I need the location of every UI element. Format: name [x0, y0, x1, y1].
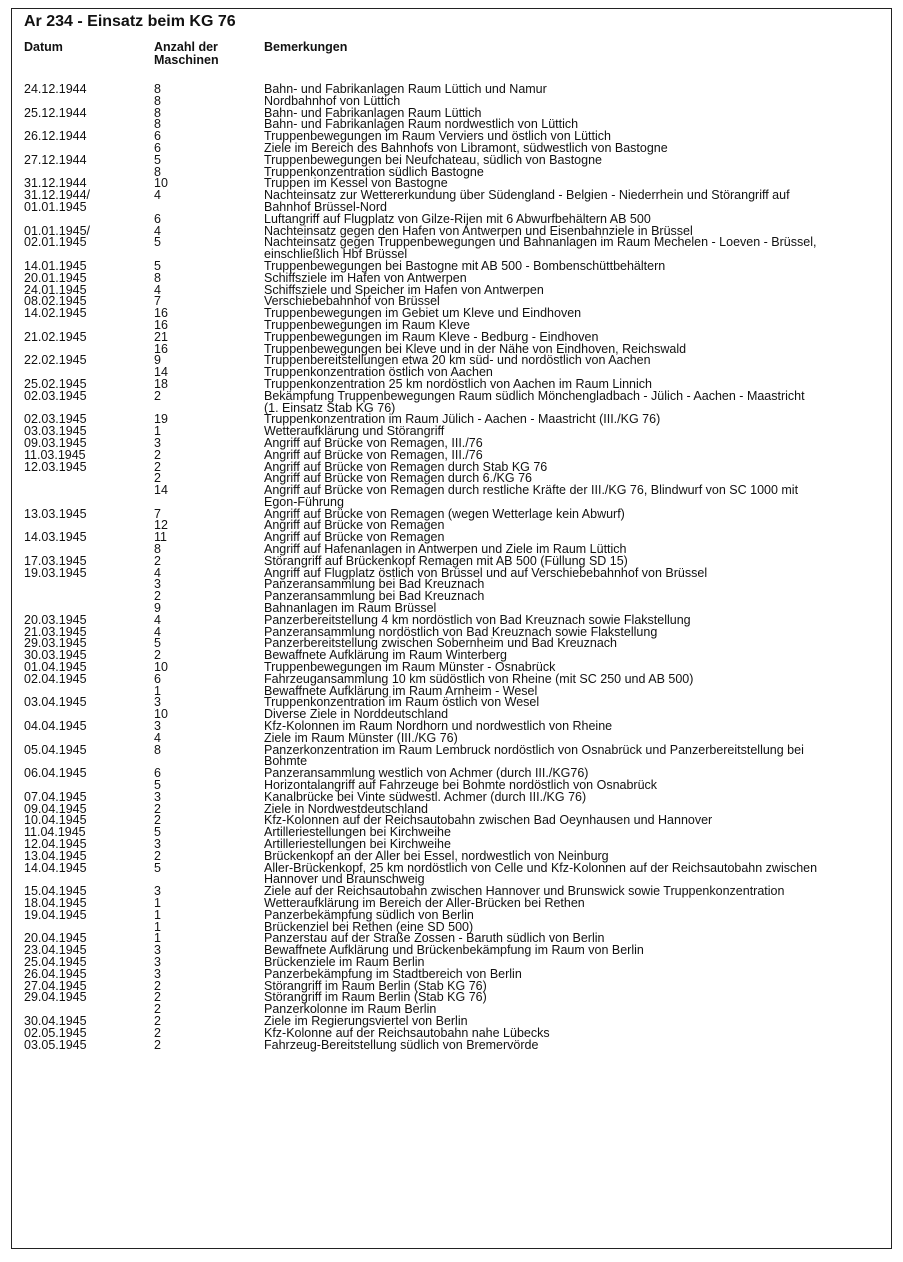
- date-cell: 27.12.1944: [24, 152, 87, 167]
- date-cell: 24.12.1944: [24, 82, 87, 96]
- date-cell: 31.12.1944/: [24, 188, 91, 203]
- document-page: [11, 8, 892, 1249]
- date-cell: 02.03.1945: [24, 412, 87, 427]
- count-cell: 10: [154, 660, 168, 675]
- date-cell: 31.12.1944: [24, 176, 87, 191]
- mission-table-body: [24, 84, 890, 1051]
- date-cell: 07.04.1945: [24, 789, 87, 804]
- remark-cell: Angriff auf Flugplatz östlich von Brüssel und auf Verschiebebahnhof von Brüssel: [264, 565, 708, 580]
- date-cell: 11.03.1945: [24, 447, 86, 462]
- count-cell: 7: [154, 506, 161, 521]
- remark-cell: Panzerstau auf der Straße Zossen - Baruth südlich von Berlin: [264, 931, 605, 946]
- date-cell: 03.05.1945: [24, 1037, 87, 1052]
- remark-cell: Angriff auf Brücke von Remagen: [264, 530, 445, 545]
- count-cell: 2: [154, 471, 161, 486]
- date-cell: 30.04.1945: [24, 1013, 87, 1028]
- count-cell: 5: [154, 636, 161, 651]
- remark-cell: Angriff auf Brücke von Remagen durch Stab KG 76: [264, 459, 548, 474]
- count-cell: 12: [154, 518, 168, 533]
- count-cell: [154, 403, 264, 415]
- date-cell: 22.02.1945: [24, 353, 87, 368]
- remark-cell: Truppenbewegungen im Raum Kleve: [264, 317, 470, 332]
- column-header-anzahl: Anzahl der Maschinen: [154, 40, 219, 67]
- count-cell: 10: [154, 176, 168, 191]
- date-cell: 01.01.1945/: [24, 223, 91, 238]
- date-cell: 04.04.1945: [24, 719, 87, 734]
- date-cell: [24, 473, 154, 485]
- count-cell: 4: [154, 188, 161, 203]
- count-cell: 8: [154, 93, 161, 108]
- count-cell: 16: [154, 306, 168, 321]
- date-cell: 29.04.1945: [24, 990, 87, 1005]
- table-row: [24, 237, 890, 249]
- count-cell: 3: [154, 954, 161, 969]
- remark-cell: Fahrzeug-Bereitstellung südlich von Bremervörde: [264, 1037, 539, 1052]
- count-cell: 2: [154, 447, 161, 462]
- count-cell: 8: [154, 164, 161, 179]
- count-cell: 2: [154, 589, 161, 604]
- remark-cell: (1. Einsatz Stab KG 76): [264, 400, 396, 415]
- table-row: [24, 485, 890, 497]
- remark-cell: einschließlich Hbf Brüssel: [264, 247, 408, 262]
- remark-cell: Schiffsziele im Hafen von Antwerpen: [264, 270, 467, 285]
- count-cell: 5: [154, 860, 161, 875]
- remark-cell: Bewaffnete Aufklärung und Brückenbekämpfung im Raum von Berlin: [264, 943, 644, 958]
- count-cell: 2: [154, 1013, 161, 1028]
- date-cell: 15.04.1945: [24, 884, 87, 899]
- remark-cell: Bahn- und Fabrikanlagen Raum nordwestlich von Lüttich: [264, 117, 579, 132]
- count-cell: 11: [154, 530, 167, 545]
- table-row: [24, 742, 890, 757]
- count-cell: 9: [154, 601, 161, 616]
- count-cell: 10: [154, 707, 168, 722]
- remark-cell: Panzerbereitstellung 4 km nordöstlich von Bad Kreuznach sowie Flakstellung: [264, 612, 691, 627]
- remark-cell: Brückenkopf an der Aller bei Essel, nordwestlich von Neinburg: [264, 848, 609, 863]
- date-cell: [24, 485, 154, 497]
- count-cell: 8: [154, 542, 161, 557]
- count-cell: 2: [154, 388, 161, 403]
- date-cell: 26.04.1945: [24, 966, 87, 981]
- table-row: [24, 388, 890, 403]
- remark-cell: Truppenbewegungen bei Kleve und in der Nähe von Eindhoven, Reichswald: [264, 341, 687, 356]
- table-row: [24, 860, 890, 875]
- date-cell: 12.03.1945: [24, 459, 87, 474]
- date-cell: 05.04.1945: [24, 742, 87, 757]
- count-cell: 2: [154, 1025, 161, 1040]
- remark-cell: Angriff auf Brücke von Remagen durch restliche Kräfte der III./KG 76, Blindwurf von SC 1000 mit: [264, 483, 799, 498]
- count-cell: 8: [154, 270, 161, 285]
- count-cell: 5: [154, 778, 161, 793]
- count-cell: 1: [154, 931, 161, 946]
- date-cell: 20.01.1945: [24, 270, 87, 285]
- date-cell: 24.01.1945: [24, 282, 87, 297]
- count-cell: 1: [154, 424, 161, 439]
- count-cell: 19: [154, 412, 168, 427]
- count-cell: 4: [154, 730, 161, 745]
- remark-cell: Kanalbrücke bei Vinte südwestl. Achmer (durch III./KG 76): [264, 789, 587, 804]
- date-cell: [24, 579, 154, 591]
- date-cell: 03.03.1945: [24, 424, 87, 439]
- remark-cell: Truppenkonzentration südlich Bastogne: [264, 164, 484, 179]
- count-cell: 4: [154, 282, 161, 297]
- date-cell: 21.02.1945: [24, 329, 87, 344]
- remark-cell: Panzerkonzentration im Raum Lembruck nordöstlich von Osnabrück und Panzerbereitstellung bei: [264, 742, 804, 757]
- remark-cell: Ziele im Regierungsviertel von Berlin: [264, 1013, 468, 1028]
- remark-cell: Truppenbereitstellungen etwa 20 km süd- und nordöstlich von Aachen: [264, 353, 651, 368]
- date-cell: 09.03.1945: [24, 435, 87, 450]
- count-cell: 4: [154, 223, 161, 238]
- remark-cell: Bohmte: [264, 754, 308, 769]
- column-header-bemerkungen: Bemerkungen: [264, 40, 348, 54]
- remark-cell: Nachteinsatz zur Wettererkundung über Südengland - Belgien - Niederrhein und Störangriff auf: [264, 188, 790, 203]
- date-cell: 08.02.1945: [24, 294, 87, 309]
- count-cell: 6: [154, 671, 161, 686]
- date-cell: 21.03.1945: [24, 624, 87, 639]
- remark-cell: Panzerbekämpfung südlich von Berlin: [264, 907, 474, 922]
- count-cell: 1: [154, 919, 161, 934]
- remark-cell: Ziele auf der Reichsautobahn zwischen Hannover und Brunswick sowie Truppenkonzentration: [264, 884, 785, 899]
- count-cell: 3: [154, 789, 161, 804]
- remark-cell: Bahn- und Fabrikanlagen Raum Lüttich: [264, 105, 482, 120]
- date-cell: [24, 591, 154, 603]
- date-cell: 25.12.1944: [24, 105, 87, 120]
- remark-cell: Truppenbewegungen im Raum Münster - Osnabrück: [264, 660, 556, 675]
- count-cell: 1: [154, 895, 161, 910]
- count-cell: 2: [154, 1037, 161, 1052]
- remark-cell: Ziele in Nordwestdeutschland: [264, 801, 428, 816]
- count-cell: 2: [154, 459, 161, 474]
- count-cell: 2: [154, 801, 161, 816]
- date-cell: 14.03.1945: [24, 530, 87, 545]
- count-cell: 6: [154, 140, 161, 155]
- count-cell: 16: [154, 317, 168, 332]
- remark-cell: Truppenkonzentration im Raum Jülich - Aachen - Maastricht (III./KG 76): [264, 412, 661, 427]
- count-cell: 1: [154, 907, 161, 922]
- remark-cell: Wetteraufklärung im Bereich der Aller-Brücken bei Rethen: [264, 895, 585, 910]
- column-header-datum: Datum: [24, 40, 63, 54]
- remark-cell: Panzerbekämpfung im Stadtbereich von Berlin: [264, 966, 522, 981]
- count-cell: 16: [154, 341, 168, 356]
- remark-cell: Bekämpfung Truppenbewegungen Raum südlich Mönchengladbach - Jülich - Aachen - Maastricht: [264, 388, 805, 403]
- date-cell: 02.03.1945: [24, 388, 87, 403]
- remark-cell: Nachteinsatz gegen Truppenbewegungen und Bahnanlagen im Raum Mechelen - Loeven - Brüssel,: [264, 235, 817, 250]
- remark-cell: Panzeransammlung bei Bad Kreuznach: [264, 577, 485, 592]
- remark-cell: Truppen im Kessel von Bastogne: [264, 176, 448, 191]
- table-row: [24, 1037, 890, 1052]
- remark-cell: Panzerbereitstellung zwischen Sobernheim und Bad Kreuznach: [264, 636, 617, 651]
- remark-cell: Nachteinsatz gegen den Hafen von Antwerpen und Eisenbahnziele in Brüssel: [264, 223, 693, 238]
- date-cell: 20.04.1945: [24, 931, 87, 946]
- count-cell: 3: [154, 435, 161, 450]
- remark-cell: Ziele im Bereich des Bahnhofs von Libramont, südwestlich von Bastogne: [264, 140, 668, 155]
- date-cell: 26.12.1944: [24, 129, 87, 144]
- remark-cell: Verschiebebahnhof von Brüssel: [264, 294, 440, 309]
- remark-cell: Bahnanlagen im Raum Brüssel: [264, 601, 437, 616]
- date-cell: 01.04.1945: [24, 660, 87, 675]
- remark-cell: Störangriff im Raum Berlin (Stab KG 76): [264, 990, 487, 1005]
- remark-cell: Fahrzeugansammlung 10 km südöstlich von Rheine (mit SC 250 und AB 500): [264, 671, 694, 686]
- remark-cell: Truppenbewegungen bei Bastogne mit AB 500 - Bombenschüttbehältern: [264, 258, 666, 273]
- date-cell: 19.03.1945: [24, 565, 87, 580]
- date-cell: 30.03.1945: [24, 648, 87, 663]
- count-cell: 6: [154, 211, 161, 226]
- remark-cell: Angriff auf Brücke von Remagen durch 6./KG 76: [264, 471, 532, 486]
- count-cell: 4: [154, 612, 161, 627]
- count-cell: 18: [154, 376, 168, 391]
- remark-cell: Kfz-Kolonnen auf der Reichsautobahn zwischen Bad Oeynhausen und Hannover: [264, 813, 713, 828]
- remark-cell: Angriff auf Brücke von Remagen (wegen Wetterlage kein Abwurf): [264, 506, 625, 521]
- remark-cell: Brückenziele im Raum Berlin: [264, 954, 425, 969]
- date-cell: 25.04.1945: [24, 954, 87, 969]
- remark-cell: Hannover und Braunschweig: [264, 872, 425, 887]
- remark-cell: Angriff auf Brücke von Remagen, III./76: [264, 447, 483, 462]
- count-cell: 3: [154, 695, 161, 710]
- count-cell: 2: [154, 813, 161, 828]
- count-cell: 5: [154, 152, 161, 167]
- count-cell: 3: [154, 577, 161, 592]
- date-cell: 13.04.1945: [24, 848, 87, 863]
- remark-cell: Angriff auf Hafenanlagen in Antwerpen und Ziele im Raum Lüttich: [264, 542, 627, 557]
- remark-cell: Egon-Führung: [264, 494, 344, 509]
- remark-cell: Truppenbewegungen im Raum Kleve - Bedburg - Eindhoven: [264, 329, 599, 344]
- date-cell: 13.03.1945: [24, 506, 87, 521]
- date-cell: 20.03.1945: [24, 612, 87, 627]
- count-cell: [154, 497, 264, 509]
- date-cell: 02.01.1945: [24, 235, 87, 250]
- remark-cell: Störangriff auf Brückenkopf Remagen mit AB 500 (Füllung SD 15): [264, 553, 628, 568]
- date-cell: 14.04.1945: [24, 860, 87, 875]
- count-cell: 8: [154, 105, 161, 120]
- date-cell: 17.03.1945: [24, 553, 87, 568]
- count-cell: 1: [154, 683, 161, 698]
- remark-cell: Brückenziel bei Rethen (eine SD 500): [264, 919, 474, 934]
- count-cell: 7: [154, 294, 161, 309]
- count-cell: [154, 756, 264, 768]
- remark-cell: Artilleriestellungen bei Kirchweihe: [264, 825, 451, 840]
- remark-cell: Angriff auf Brücke von Remagen: [264, 518, 445, 533]
- remark-cell: Panzerkolonne im Raum Berlin: [264, 1002, 437, 1017]
- count-cell: 2: [154, 553, 161, 568]
- count-cell: 2: [154, 978, 161, 993]
- count-cell: 3: [154, 719, 161, 734]
- remark-cell: Kfz-Kolonne auf der Reichsautobahn nahe Lübecks: [264, 1025, 550, 1040]
- date-cell: 18.04.1945: [24, 895, 87, 910]
- date-cell: 11.04.1945: [24, 825, 86, 840]
- date-cell: 02.05.1945: [24, 1025, 87, 1040]
- count-cell: 21: [154, 329, 168, 344]
- remark-cell: Truppenbewegungen im Raum Verviers und östlich von Lüttich: [264, 129, 611, 144]
- date-cell: 14.02.1945: [24, 306, 87, 321]
- date-cell: 09.04.1945: [24, 801, 87, 816]
- remark-cell: Panzeransammlung nordöstlich von Bad Kreuznach sowie Flakstellung: [264, 624, 658, 639]
- remark-cell: Artilleriestellungen bei Kirchweihe: [264, 837, 451, 851]
- remark-cell: Panzeransammlung bei Bad Kreuznach: [264, 589, 485, 604]
- count-cell: [154, 202, 264, 214]
- count-cell: 5: [154, 258, 161, 273]
- count-cell: 2: [154, 990, 161, 1005]
- count-cell: 8: [154, 117, 161, 132]
- remark-cell: Bewaffnete Aufklärung im Raum Winterberg: [264, 648, 507, 663]
- count-cell: 3: [154, 966, 161, 981]
- remark-cell: Kfz-Kolonnen im Raum Nordhorn und nordwestlich von Rheine: [264, 719, 613, 734]
- count-cell: [154, 249, 264, 261]
- count-cell: 9: [154, 353, 161, 368]
- remark-cell: Aller-Brückenkopf, 25 km nordöstlich von Celle und Kfz-Kolonnen auf der Reichsautobahn zwischen: [264, 860, 818, 875]
- date-cell: 14.01.1945: [24, 258, 87, 273]
- remark-cell: Schiffsziele und Speicher im Hafen von Antwerpen: [264, 282, 544, 297]
- date-cell: 23.04.1945: [24, 943, 87, 958]
- count-cell: 3: [154, 884, 161, 899]
- remark-cell: Luftangriff auf Flugplatz von Gilze-Rijen mit 6 Abwurfbehältern AB 500: [264, 211, 651, 226]
- count-cell: 6: [154, 129, 161, 144]
- remark-cell: Bewaffnete Aufklärung im Raum Arnheim - Wesel: [264, 683, 538, 698]
- count-cell: 14: [154, 365, 168, 380]
- table-row: [24, 190, 890, 202]
- remark-cell: Truppenbewegungen im Gebiet um Kleve und Eindhoven: [264, 306, 582, 321]
- remark-cell: Bahnhof Brüssel-Nord: [264, 199, 387, 214]
- count-cell: 4: [154, 624, 161, 639]
- date-cell: 01.01.1945: [24, 199, 87, 214]
- remark-cell: Horizontalangriff auf Fahrzeuge bei Bohmte nordöstlich von Osnabrück: [264, 778, 658, 793]
- count-cell: 8: [154, 82, 161, 96]
- date-cell: 03.04.1945: [24, 695, 87, 710]
- remark-cell: Bahn- und Fabrikanlagen Raum Lüttich und Namur: [264, 82, 547, 96]
- remark-cell: Truppenkonzentration 25 km nordöstlich von Aachen im Raum Linnich: [264, 376, 652, 391]
- date-cell: 10.04.1945: [24, 813, 87, 828]
- remark-cell: Nordbahnhof von Lüttich: [264, 93, 401, 108]
- date-cell: 02.04.1945: [24, 671, 87, 686]
- date-cell: 12.04.1945: [24, 837, 87, 851]
- count-cell: [154, 874, 264, 886]
- date-cell: 25.02.1945: [24, 376, 87, 391]
- remark-cell: Panzeransammlung westlich von Achmer (durch III./KG76): [264, 766, 589, 781]
- count-cell: 5: [154, 235, 161, 250]
- count-cell: 3: [154, 837, 161, 851]
- remark-cell: Truppenkonzentration östlich von Aachen: [264, 365, 493, 380]
- count-cell: 4: [154, 565, 161, 580]
- count-cell: 8: [154, 742, 161, 757]
- count-cell: 6: [154, 766, 161, 781]
- remark-cell: Truppenbewegungen bei Neufchateau, südlich von Bastogne: [264, 152, 602, 167]
- remark-cell: Angriff auf Brücke von Remagen, III./76: [264, 435, 483, 450]
- remark-cell: Truppenkonzentration im Raum östlich von Wesel: [264, 695, 540, 710]
- page-title: Ar 234 - Einsatz beim KG 76: [24, 13, 236, 30]
- count-cell: 3: [154, 943, 161, 958]
- date-cell: 29.03.1945: [24, 636, 87, 651]
- count-cell: 2: [154, 848, 161, 863]
- count-cell: 5: [154, 825, 161, 840]
- count-cell: 14: [154, 483, 168, 498]
- remark-cell: Diverse Ziele in Norddeutschland: [264, 707, 449, 722]
- remark-cell: Wetteraufklärung und Störangriff: [264, 424, 445, 439]
- remark-cell: Ziele im Raum Münster (III./KG 76): [264, 730, 458, 745]
- count-cell: 2: [154, 1002, 161, 1017]
- count-cell: 2: [154, 648, 161, 663]
- date-cell: 19.04.1945: [24, 907, 87, 922]
- date-cell: 27.04.1945: [24, 978, 87, 993]
- date-cell: 06.04.1945: [24, 766, 87, 781]
- remark-cell: Störangriff im Raum Berlin (Stab KG 76): [264, 978, 487, 993]
